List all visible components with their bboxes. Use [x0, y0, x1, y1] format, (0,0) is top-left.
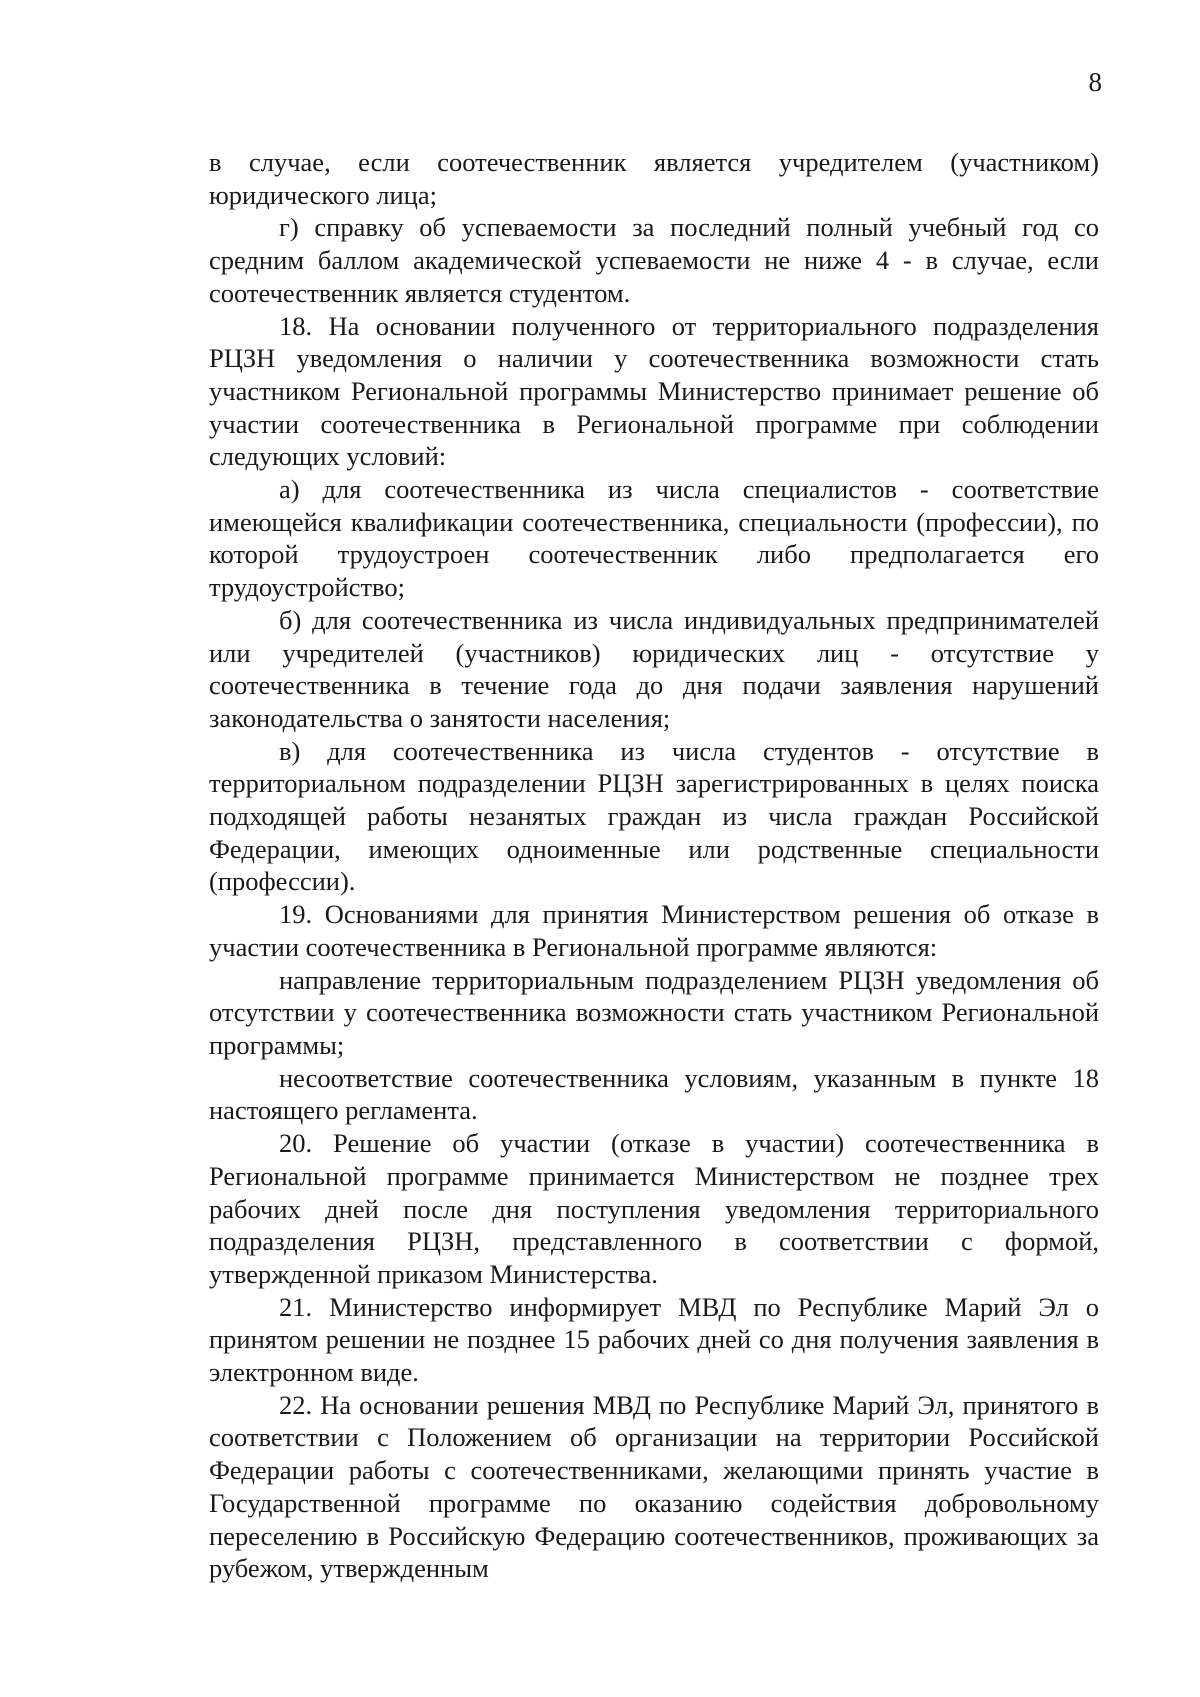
paragraph-22: 22. На основании решения МВД по Республике Марий Эл, принятого в соответствии с Положением об организации на территории Российской Федерации работы с соотечественниками, желающими принять участие в Государственной программе по оказанию содействия добровольному переселению в Российскую Федерацию соотечественников, проживающих за рубежом, утвержденным — [209, 1389, 1099, 1584]
paragraph-19: 19. Основаниями для принятия Министерством решения об отказе в участии соотечественника в Региональной программе являются: — [209, 899, 1099, 962]
paragraph-18: 18. На основании полученного от территориального подразделения РЦЗН уведомления о наличии у соотечественника возможности стать участником Региональной программы Министерство принимает решение об участии соотечественника в Региональной программе при соблюдении следующих условий: — [209, 310, 1099, 472]
paragraph-19-reason-2: несоответствие соотечественника условиям, указанным в пункте 18 настоящего регламента. — [209, 1062, 1099, 1126]
page-number: 8 — [1088, 67, 1102, 97]
paragraph-19-reason-1: направление территориальным подразделением РЦЗН уведомления об отсутствии у соотечественника возможности стать участником Региональной программы; — [209, 964, 1099, 1060]
document-body — [209, 146, 1099, 1585]
paragraph-item-b: б) для соотечественника из числа индивидуальных предпринимателей или учредителей (участников) юридических лиц - отсутствие у соотечественника в течение года до дня подачи заявления нарушений законодательства о занятости населения; — [209, 604, 1099, 733]
paragraph-continuation: в случае, если соотечественник является учредителем (участником) юридического лица; — [209, 147, 1099, 210]
paragraph-item-v: в) для соотечественника из числа студентов - отсутствие в территориальном подразделении РЦЗН зарегистрированных в целях поиска подходящей работы незанятых граждан из числа граждан Российской Федерации, имеющих одноименные или родственные специальности (профессии). — [209, 735, 1099, 897]
paragraph-item-g: г) справку об успеваемости за последний полный учебный год со средним баллом академической успеваемости не ниже 4 - в случае, если соотечественник является студентом. — [209, 212, 1099, 308]
paragraph-21: 21. Министерство информирует МВД по Республике Марий Эл о принятом решении не позднее 15 рабочих дней со дня получения заявления в электронном виде. — [209, 1291, 1099, 1388]
paragraph-20: 20. Решение об участии (отказе в участии) соотечественника в Региональной программе принимается Министерством не позднее трех рабочих дней после дня поступления уведомления территориального подразделения РЦЗН, представленного в соответствии с формой, утвержденной приказом Министерства. — [209, 1128, 1099, 1289]
paragraph-item-a: а) для соотечественника из числа специалистов - соответствие имеющейся квалификации соотечественника, специальности (профессии), по которой трудоустроен соотечественник либо предполагается его трудоустройство; — [209, 474, 1099, 603]
